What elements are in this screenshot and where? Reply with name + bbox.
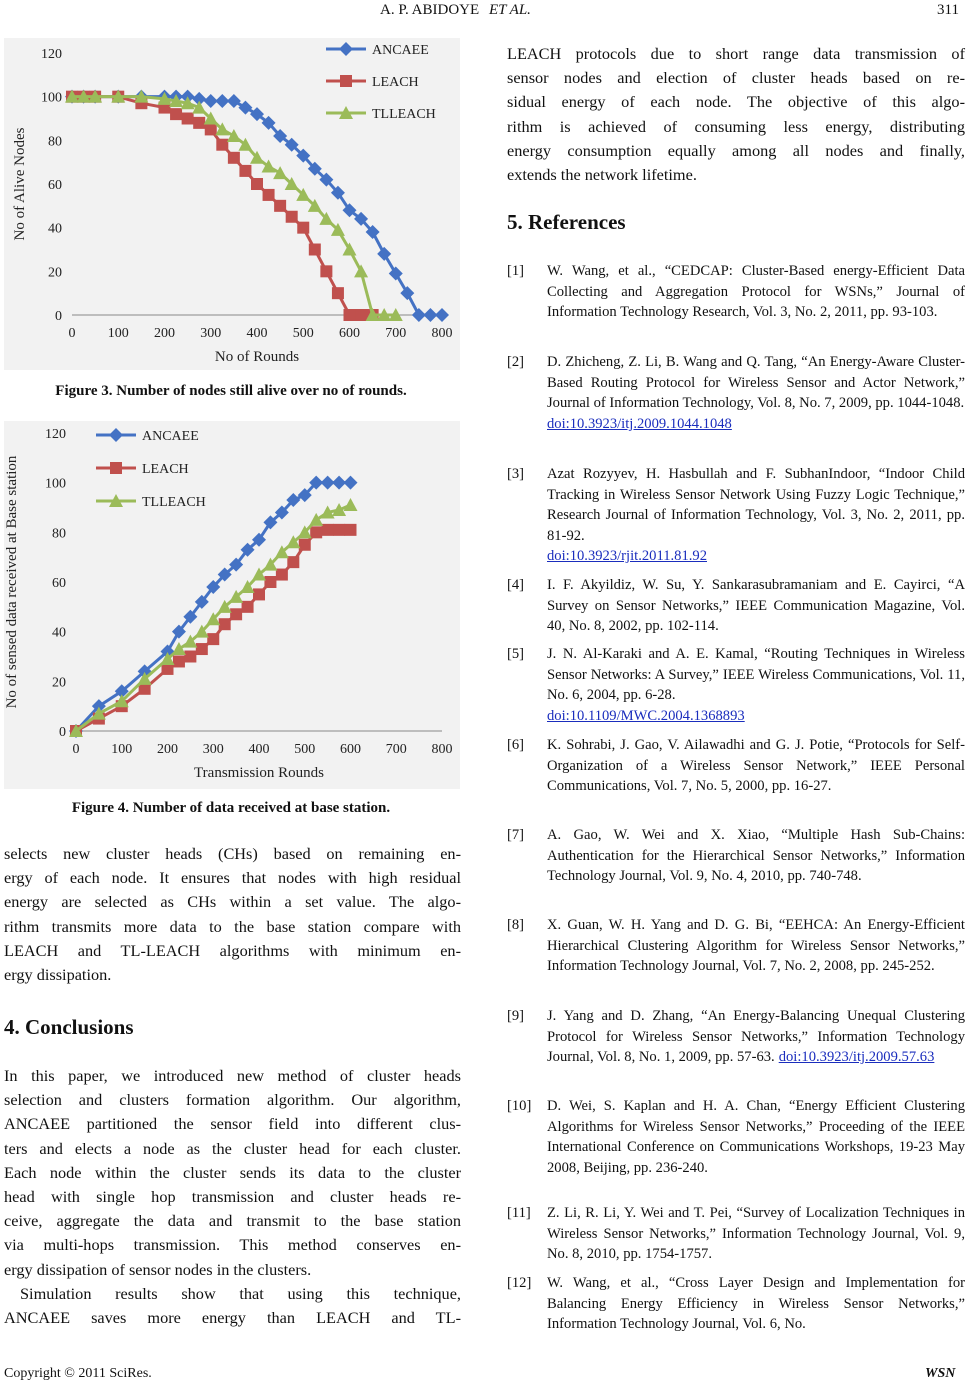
page-number: 311 bbox=[937, 2, 959, 18]
data-point-ancaee bbox=[389, 267, 403, 281]
y-tick-label: 100 bbox=[41, 90, 62, 106]
data-point-leach bbox=[286, 211, 298, 223]
data-point-ancaee bbox=[344, 476, 358, 490]
reference-number: [11] bbox=[507, 1205, 531, 1221]
data-point-leach bbox=[253, 588, 265, 600]
data-point-leach bbox=[205, 123, 217, 135]
y-axis-label: No of Alive Nodes bbox=[12, 127, 28, 241]
y-tick-label: 60 bbox=[48, 178, 62, 193]
x-tick-label: 100 bbox=[111, 742, 133, 757]
conclusions-heading: 4. Conclusions bbox=[4, 1015, 134, 1039]
y-tick-label: 0 bbox=[55, 309, 62, 324]
text-line: head with single hop transmission and cluster heads re- bbox=[4, 1187, 461, 1207]
data-point-leach bbox=[345, 524, 357, 536]
text-line: via multi-hops transmission. This method conserves en- bbox=[4, 1235, 461, 1255]
data-point-tlleach bbox=[309, 513, 323, 526]
data-point-ancaee bbox=[400, 286, 414, 300]
text-line: rithm is achieved of consuming less energy, distributing bbox=[507, 116, 965, 136]
data-point-leach bbox=[322, 524, 334, 536]
data-point-ancaee bbox=[238, 101, 252, 115]
reference-doi-link[interactable]: doi:10.3923/rjit.2011.81.92 bbox=[547, 548, 707, 565]
reference-doi-link[interactable]: doi:10.3923/itj.2009.1044.1048 bbox=[547, 415, 732, 432]
text-line: energy are selected as CHs within a set value. The algo- bbox=[4, 892, 461, 912]
figure-3-chart-area bbox=[4, 38, 460, 370]
y-tick-label: 120 bbox=[41, 47, 62, 62]
series-line-ancaee bbox=[76, 483, 351, 731]
reference-number: [2] bbox=[507, 354, 525, 370]
figure-4-chart bbox=[4, 421, 460, 789]
data-point-leach bbox=[242, 601, 254, 613]
header-et-al: ET AL. bbox=[488, 2, 531, 18]
data-point-leach bbox=[333, 524, 345, 536]
reference-number: [9] bbox=[507, 1008, 525, 1024]
reference-text: D. Wei, S. Kaplan and H. A. Chan, “Energy Efficient Clustering Algorithms for Wireless Sensor Networks,” Proceeding of the IEEE International Conference on Communications Workshops, 19-23 May 2008, Beijing, pp. 236-240. bbox=[547, 1098, 965, 1176]
text-line: ergy dissipation. bbox=[4, 965, 112, 985]
data-point-leach bbox=[216, 139, 228, 151]
reference-text: Z. Li, R. Li, Y. Wei and T. Pei, “Survey of Localization Techniques in Wireless Sensor Networks,” Information Technology Journal, Vol. 9, No. 8, 2010, pp. 1754-1757. bbox=[547, 1205, 965, 1263]
figure-4-chart-area bbox=[4, 421, 460, 789]
left-paragraph-2 bbox=[4, 1064, 461, 1282]
header-authors: A. P. ABIDOYE bbox=[380, 2, 480, 18]
reference-item bbox=[507, 1203, 965, 1265]
data-point-leach bbox=[309, 244, 321, 256]
data-point-tlleach bbox=[354, 264, 368, 277]
x-tick-label: 600 bbox=[340, 742, 361, 757]
data-point-leach bbox=[219, 618, 231, 630]
data-point-leach bbox=[173, 655, 185, 667]
data-point-leach bbox=[297, 222, 309, 234]
text-line: ANCAEE partitioned the sensor field into different clus- bbox=[4, 1114, 461, 1134]
footer-copyright: Copyright © 2011 SciRes. bbox=[4, 1366, 152, 1381]
reference-item bbox=[507, 1273, 965, 1335]
x-tick-label: 400 bbox=[246, 326, 268, 341]
legend-label: TLLEACH bbox=[372, 107, 436, 122]
reference-item bbox=[507, 352, 965, 434]
reference-item bbox=[507, 735, 965, 797]
reference-number: [6] bbox=[507, 737, 525, 753]
text-line: In this paper, we introduced new method of cluster heads bbox=[4, 1066, 461, 1085]
data-point-tlleach bbox=[343, 243, 357, 256]
data-point-leach bbox=[251, 178, 263, 190]
data-point-tlleach bbox=[273, 166, 287, 179]
text-line: Each node within the cluster sends its data to the cluster bbox=[4, 1162, 461, 1182]
x-tick-label: 200 bbox=[157, 742, 178, 757]
x-tick-label: 500 bbox=[294, 742, 316, 757]
reference-number: [12] bbox=[507, 1275, 532, 1291]
x-tick-label: 600 bbox=[339, 326, 360, 341]
text-line: ceive, aggregate the data and transmit to the base station bbox=[4, 1211, 461, 1231]
figure-4-caption: Figure 4. Number of data received at base station. bbox=[71, 800, 391, 816]
reference-item bbox=[507, 261, 965, 323]
x-axis-label: Transmission Rounds bbox=[194, 765, 324, 781]
reference-text: I. F. Akyildiz, W. Su, Y. Sankarasubramaniam and E. Cayirci, “A Survey on Sensor Networks,” IEEE Communication Magazine, Vol. 40, No. 8, 2002, pp. 102-114. bbox=[547, 577, 965, 635]
reference-text: D. Zhicheng, Z. Li, B. Wang and Q. Tang, “An Energy-Aware Cluster-Based Routing Protocol for Wireless Sensor and Actor Network,” Journal of Information Technology, Vol. 8, No. 7, 2009, pp. 1044-1048. bbox=[547, 354, 965, 412]
data-point-leach bbox=[274, 200, 286, 212]
reference-number: [7] bbox=[507, 827, 525, 843]
reference-text: W. Wang, et al., “Cross Layer Design and Implementation for Balancing Energy Efficiency in Wireless Sensor Networks,” Information Technology Journal, Vol. 6, No. bbox=[547, 1275, 965, 1333]
text-line: ters and elects a node as the cluster head for each cluster. bbox=[4, 1138, 461, 1158]
legend-label: LEACH bbox=[372, 75, 419, 90]
x-tick-label: 100 bbox=[107, 326, 129, 341]
y-tick-label: 120 bbox=[45, 427, 66, 442]
figure-3-chart bbox=[4, 38, 460, 370]
legend-label: TLLEACH bbox=[142, 495, 206, 510]
y-tick-label: 0 bbox=[59, 725, 66, 740]
y-tick-label: 40 bbox=[52, 625, 66, 641]
reference-text: A. Gao, W. Wei and X. Xiao, “Multiple Hash Sub-Chains: Authentication for the Hierarchical Sensor Networks,” Information Technology Journal, Vol. 9, No. 4, 2010, pp. 740-748. bbox=[547, 827, 965, 885]
legend-marker bbox=[340, 75, 352, 87]
legend-marker bbox=[339, 42, 353, 56]
reference-text: J. Yang and D. Zhang, “An Energy-Balancing Unequal Clustering Protocol for Wireless Sensor Networks,” Information Technology Journal, Vol. 8, No. 1, 2009, pp. 57-63. bbox=[547, 1008, 965, 1066]
text-line: ANCAEE saves more energy than LEACH and TL- bbox=[4, 1308, 461, 1328]
text-line: energy consumption equally among all nodes and finally, bbox=[507, 140, 965, 160]
x-tick-label: 400 bbox=[248, 742, 270, 757]
reference-number: [5] bbox=[507, 646, 525, 662]
reference-item bbox=[507, 915, 965, 977]
reference-item bbox=[507, 575, 965, 637]
reference-item bbox=[507, 644, 965, 726]
data-point-leach bbox=[299, 539, 311, 551]
text-line: sensor nodes and election of cluster heads based on re- bbox=[507, 68, 965, 88]
x-tick-label: 700 bbox=[385, 742, 407, 757]
data-point-tlleach bbox=[227, 129, 241, 142]
text-line: sidual energy of each node. The objective of this algo- bbox=[507, 92, 965, 112]
data-point-tlleach bbox=[172, 642, 186, 655]
reference-doi-link[interactable]: doi:10.1109/MWC.2004.1368893 bbox=[547, 707, 745, 724]
reference-number: [10] bbox=[507, 1098, 532, 1114]
legend-marker bbox=[110, 462, 122, 474]
data-point-leach bbox=[276, 569, 288, 581]
text-line: rithm transmits more data to the base station compare with bbox=[4, 916, 461, 936]
y-tick-label: 60 bbox=[52, 576, 66, 591]
x-tick-label: 500 bbox=[292, 326, 314, 341]
data-point-leach bbox=[263, 189, 275, 201]
y-tick-label: 40 bbox=[48, 221, 62, 237]
x-tick-label: 300 bbox=[202, 742, 224, 757]
data-point-leach bbox=[287, 556, 299, 568]
data-point-leach bbox=[310, 526, 322, 538]
x-tick-label: 300 bbox=[200, 326, 222, 341]
data-point-leach bbox=[344, 309, 356, 321]
reference-item bbox=[507, 464, 965, 567]
text-line: selection and clusters formation algorithm. Our algorithm, bbox=[4, 1090, 461, 1110]
data-point-leach bbox=[228, 152, 240, 164]
data-point-leach bbox=[332, 287, 344, 299]
text-line: selects new cluster heads (CHs) based on remaining en- bbox=[4, 844, 461, 863]
text-line: Simulation results show that using this technique, bbox=[20, 1284, 461, 1303]
reference-text: K. Sohrabi, J. Gao, V. Ailawadhi and G. J. Potie, “Protocols for Self-Organization of a Wireless Sensor Network,” IEEE Personal Communications, Vol. 7, No. 5, 2000, pp. 16-27. bbox=[547, 737, 965, 795]
reference-number: [3] bbox=[507, 466, 525, 482]
data-point-leach bbox=[196, 643, 208, 655]
data-point-leach bbox=[355, 309, 367, 321]
series-line-ancaee bbox=[72, 97, 442, 315]
data-point-leach bbox=[230, 608, 242, 620]
y-tick-label: 80 bbox=[48, 134, 62, 150]
reference-number: [1] bbox=[507, 263, 525, 279]
left-paragraph-3 bbox=[4, 1282, 461, 1330]
text-line: extends the network lifetime. bbox=[507, 165, 697, 185]
data-point-leach bbox=[207, 633, 219, 645]
y-tick-label: 100 bbox=[45, 476, 66, 492]
x-tick-label: 700 bbox=[385, 326, 407, 341]
y-tick-label: 20 bbox=[52, 675, 66, 691]
reference-text: W. Wang, et al., “CEDCAP: Cluster-Based energy-Efficient Data Collecting and Aggregation Protocol for WSNs,” Journal of Information Technology Research, Vol. 3, No. 2, 2011, pp. 93-103. bbox=[547, 263, 965, 321]
data-point-leach bbox=[170, 108, 182, 120]
reference-number: [8] bbox=[507, 917, 525, 933]
reference-text: Azat Rozyyev, H. Hasbullah and F. SubhanIndoor, “Indoor Child Tracking in Wireless Sensor Network Using Fuzzy Logic Technique,” Research Journal of Information Technology, Vol. 3, No. 2, 2011, pp. 81-92. bbox=[547, 466, 965, 544]
data-point-leach bbox=[184, 651, 196, 663]
data-point-leach bbox=[193, 117, 205, 129]
x-tick-label: 800 bbox=[431, 742, 453, 757]
running-header bbox=[380, 2, 531, 19]
left-paragraph-1 bbox=[4, 842, 461, 987]
y-tick-label: 20 bbox=[48, 265, 62, 281]
text-line: ergy dissipation of sensor nodes in the clusters. bbox=[4, 1259, 312, 1279]
text-line: ergy of each node. It ensures that nodes with high residual bbox=[4, 868, 461, 888]
y-tick-label: 80 bbox=[52, 526, 66, 542]
right-paragraph bbox=[507, 42, 965, 187]
reference-text: J. N. Al-Karaki and A. E. Kamal, “Routing Techniques in Wireless Sensor Networks: A Survey,” IEEE Wireless Communications, Vol. 11, No. 6, 2004, pp. 6-28. bbox=[547, 646, 965, 704]
legend-label: ANCAEE bbox=[142, 429, 199, 444]
reference-item bbox=[507, 1006, 965, 1068]
figure-3-caption: Figure 3. Number of nodes still alive over no of rounds. bbox=[55, 383, 407, 399]
data-point-ancaee bbox=[435, 308, 449, 322]
legend-label: LEACH bbox=[142, 462, 189, 477]
x-tick-label: 0 bbox=[72, 742, 80, 757]
data-point-tlleach bbox=[344, 498, 358, 511]
x-axis-label: No of Rounds bbox=[214, 349, 300, 365]
y-axis-label: No of sensed data received at Base station bbox=[4, 455, 20, 709]
reference-number: [4] bbox=[507, 577, 525, 593]
references-heading: 5. References bbox=[507, 210, 626, 234]
footer-journal: WSN bbox=[925, 1366, 956, 1381]
data-point-leach bbox=[239, 165, 251, 177]
x-tick-label: 0 bbox=[68, 326, 76, 341]
data-point-leach bbox=[320, 265, 332, 277]
reference-item bbox=[507, 1096, 965, 1178]
reference-item bbox=[507, 825, 965, 887]
text-line: LEACH protocols due to short range data transmission of bbox=[507, 44, 965, 63]
reference-doi-link[interactable]: doi:10.3923/itj.2009.57.63 bbox=[778, 1049, 935, 1066]
data-point-leach bbox=[264, 576, 276, 588]
x-tick-label: 200 bbox=[154, 326, 175, 341]
data-point-ancaee bbox=[227, 94, 241, 108]
data-point-ancaee bbox=[377, 247, 391, 261]
text-line: LEACH and TL-LEACH algorithms with minimum en- bbox=[4, 940, 461, 960]
x-tick-label: 800 bbox=[431, 326, 453, 341]
legend-label: ANCAEE bbox=[372, 43, 429, 58]
reference-text: X. Guan, W. H. Yang and D. G. Bi, “EEHCA: An Energy-Efficient Hierarchical Clustering Algorithm for Wireless Sensor Networks,” Information Technology Journal, Vol. 7, No. 2, 2008, pp. 245-252. bbox=[547, 917, 965, 975]
legend-marker bbox=[109, 428, 123, 442]
data-point-leach bbox=[182, 113, 194, 125]
